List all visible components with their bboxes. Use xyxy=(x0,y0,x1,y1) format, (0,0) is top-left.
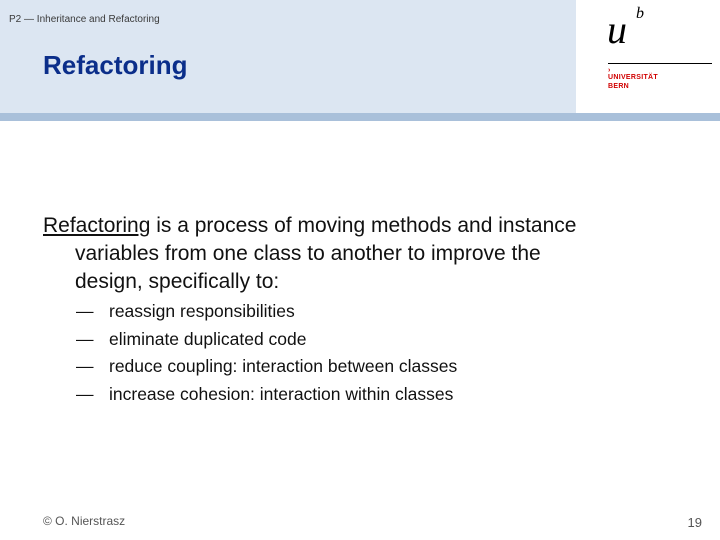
logo-city-text: BERN xyxy=(608,83,630,90)
list-item-text: increase cohesion: interaction within classes xyxy=(109,384,454,405)
slide-title: Refactoring xyxy=(43,50,188,80)
list-item-text: reduce coupling: interaction between classes xyxy=(109,356,458,377)
page-number: 19 xyxy=(687,515,702,530)
logo-divider xyxy=(608,63,712,64)
bullet-list xyxy=(76,298,457,409)
intro-paragraph xyxy=(43,212,683,296)
intro-line-1: is a process of moving methods and instance xyxy=(150,214,577,237)
bullet-dash: — xyxy=(76,328,94,349)
logo-chevron-icon: › xyxy=(608,67,611,74)
course-label: P2 — Inheritance and Refactoring xyxy=(9,14,160,25)
list-item-text: reassign responsibilities xyxy=(109,301,295,321)
bullet-dash: — xyxy=(76,384,94,405)
list-item xyxy=(76,298,457,326)
list-item-text: eliminate duplicated code xyxy=(109,328,307,349)
logo-mark-b: b xyxy=(636,5,644,22)
header-rule xyxy=(0,113,720,121)
intro-line-2: variables from one class to another to improve the xyxy=(75,242,541,265)
list-item xyxy=(76,326,457,354)
logo-university-text: UNIVERSITÄT xyxy=(608,74,658,81)
intro-line-3: design, specifically to: xyxy=(75,270,280,293)
refactoring-term: Refactoring xyxy=(43,214,151,237)
bullet-dash: — xyxy=(76,356,94,377)
logo-mark-u: u xyxy=(607,7,627,52)
university-logo xyxy=(596,6,714,101)
footer-author: © O. Nierstrasz xyxy=(43,514,126,528)
list-item xyxy=(76,353,457,381)
list-item xyxy=(76,381,457,409)
bullet-dash: — xyxy=(76,301,94,321)
